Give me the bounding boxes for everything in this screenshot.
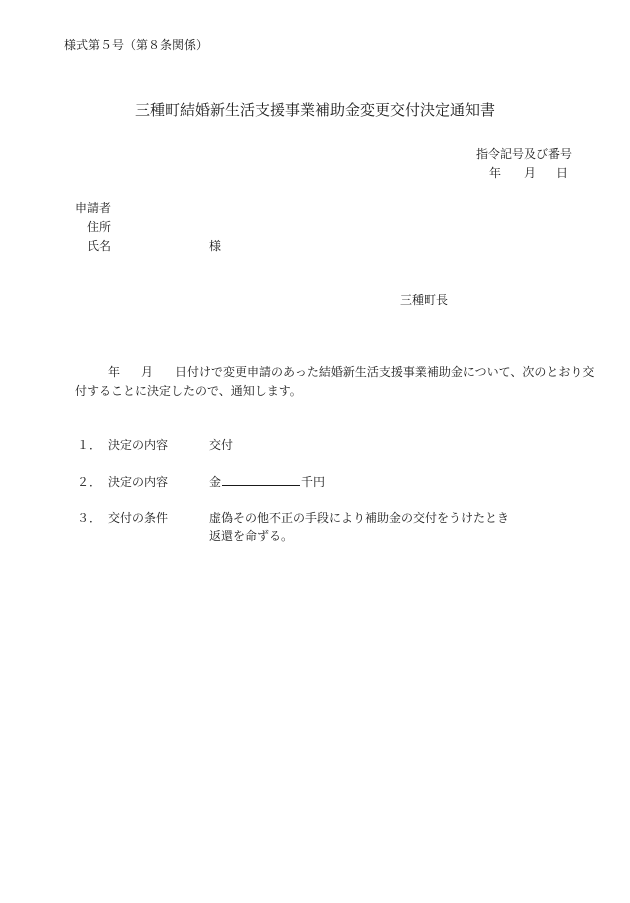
honorific: 様 (209, 239, 222, 253)
item-number: １． (77, 438, 102, 452)
item-label: 決定の内容 (108, 438, 169, 452)
amount-blank-line (222, 474, 300, 486)
amount-field (209, 473, 325, 490)
item-number: ３． (77, 511, 102, 525)
item-label: 交付の条件 (108, 511, 169, 525)
item-value: 虚偽その他不正の手段により補助金の交付をうけたとき (209, 511, 510, 525)
form-number: 様式第５号（第８条関係） (64, 38, 209, 52)
document-title: 三種町結婚新生活支援事業補助金変更交付決定通知書 (134, 101, 495, 119)
body-line1-rest: 日付けで変更申請のあった結婚新生活支援事業補助金について、次のとおり交 (175, 365, 595, 379)
address-label: 住所 (87, 220, 112, 234)
body-year: 年 (108, 365, 121, 379)
item-value-continued: 返還を命ずる。 (209, 529, 294, 543)
body-month: 月 (141, 365, 154, 379)
item-number: ２． (77, 475, 102, 489)
name-label: 氏名 (87, 239, 112, 253)
item-label: 決定の内容 (108, 475, 169, 489)
date-month: 月 (524, 166, 537, 180)
reference-number-label: 指令記号及び番号 (476, 147, 573, 161)
amount-prefix: 金 (209, 475, 222, 489)
date-year: 年 (489, 166, 502, 180)
amount-suffix: 千円 (301, 475, 326, 489)
applicant-label: 申請者 (75, 201, 112, 215)
item-value: 交付 (209, 438, 234, 452)
body-text-line-2: 付することに決定したので、通知します。 (75, 384, 302, 398)
issuer-name: 三種町長 (400, 293, 449, 307)
date-day: 日 (556, 166, 569, 180)
